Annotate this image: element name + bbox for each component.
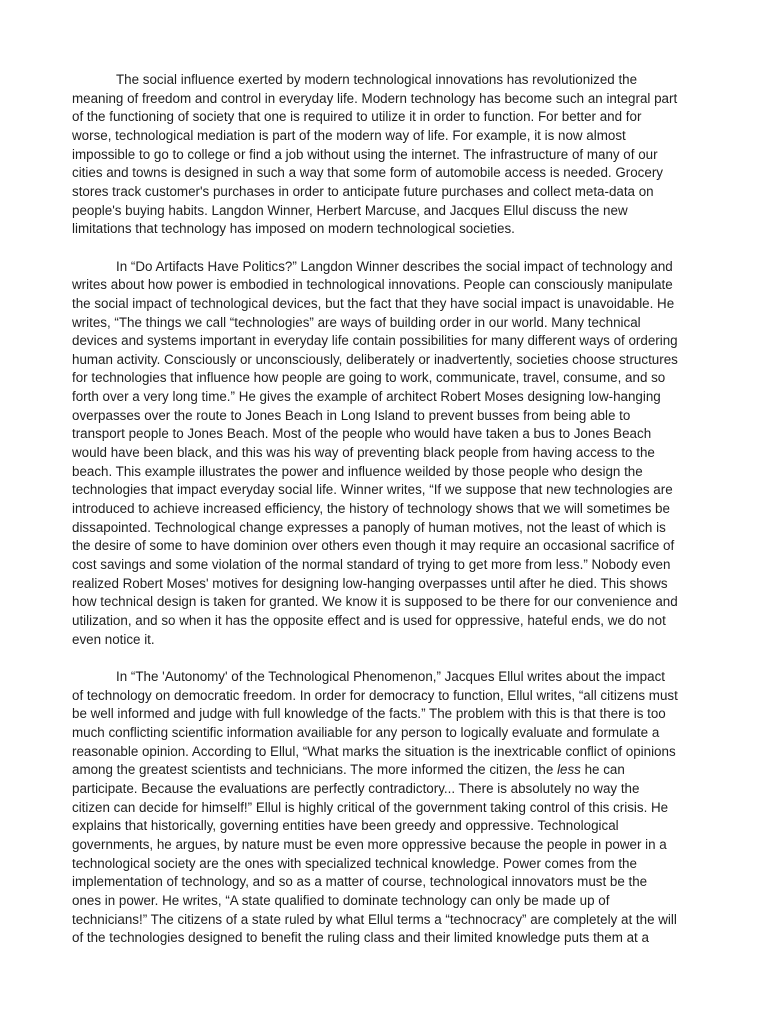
text-line: participate. Because the evaluations are perfectly contradictory... There is absolutely no way the [72,780,640,796]
text-line: the desire of some to have dominion over others even though it may require an occasional sacrifice of [72,538,675,554]
text-line: ones in power. He writes, “A state qualified to dominate technology can only be made up of [72,892,610,908]
text-line: technologies that impact everyday social life. Winner writes, “If we suppose that new technologies are [72,482,673,498]
text-line: be well informed and judge with full knowledge of the facts.” The problem with this is that there is too [72,706,666,722]
text-line: introduced to achieve increased efficiency, the history of technology shows that we will sometimes be [72,501,670,517]
text-line: would have been black, and this was his way of preventing black people from having access to the [72,445,655,461]
text-line: cities and towns is designed in such a way that some form of automobile access is needed. Grocery [72,165,663,181]
text-run: among the greatest scientists and technicians. The more informed the citizen, the [72,762,558,778]
text-line: beach. This example illustrates the power and influence weilded by those people who design the [72,463,643,479]
text-line: In “Do Artifacts Have Politics?” Langdon Winner describes the social impact of technology and [116,258,673,274]
text-line: writes about how power is embodied in technological innovations. People can consciously manipulate [72,277,673,293]
paragraph-ellul [72,668,702,948]
text-line: impossible to go to college or find a job without using the internet. The infrastructure of many of our [72,146,658,162]
text-line: citizen can decide for himself!” Ellul is highly critical of the government taking control of this crisis. He [72,799,669,815]
text-line: technological society are the ones with specialized technical knowledge. Power comes from the [72,855,637,871]
text-line: transport people to Jones Beach. Most of the people who would have taken a bus to Jones Beach [72,426,652,442]
text-line: stores track customer's purchases in order to anticipate future purchases and collect meta-data on [72,183,654,199]
text-line: how technical design is taken for granted. We know it is supposed to be there for our convenience and [72,594,678,610]
text-line: explains that historically, governing entities have been greedy and oppressive. Technological [72,818,619,834]
text-line: meaning of freedom and control in everyday life. Modern technology has become such an integral part [72,90,678,106]
text-line: overpasses over the route to Jones Beach in Long Island to prevent busses from being able to [72,407,631,423]
text-line: limitations that technology has imposed on modern technological societies. [72,221,515,237]
text-line: of the functioning of society that one is required to utilize it in order to function. For better and for [72,109,642,125]
text-line-with-emphasis [72,761,702,780]
text-line: forth over a very long time.” He gives the example of architect Robert Moses designing low-hanging [72,389,661,405]
text-run: he can [580,762,625,778]
text-line: much conflicting scientific information availiable for any person to logically evaluate and formulate a [72,724,660,740]
text-line: the social impact of technological devices, but the fact that they have social impact is unavoidable. He [72,295,675,311]
text-line: of the technologies designed to benefit the ruling class and their limited knowledge puts them at a [72,930,649,946]
emphasis-less: less [557,762,581,778]
text-line: worse, technological mediation is part of the modern way of life. For example, it is now almost [72,127,626,143]
text-line: governments, he argues, by nature must be even more oppressive because the people in power in a [72,836,667,852]
text-line: cost savings and some violation of the normal standard of trying to get more from less.” Nobody even [72,557,671,573]
paragraph-winner [72,258,702,650]
text-line: reasonable opinion. According to Ellul, “What marks the situation is the inextricable conflict of opinions [72,743,676,759]
text-line: In “The 'Autonomy' of the Technological Phenomenon,” Jacques Ellul writes about the impact [116,668,665,684]
text-line: writes, “The things we call “technologies” are ways of building order in our world. Many technical [72,314,641,330]
text-line: utilization, and so when it has the opposite effect and is used for oppressive, hateful ends, we do not [72,613,666,629]
text-line: even notice it. [72,631,155,647]
text-line: technicians!” The citizens of a state ruled by what Ellul terms a “technocracy” are completely at the will [72,911,677,927]
text-line: The social influence exerted by modern technological innovations has revolutionized the [116,72,638,87]
text-line: people's buying habits. Langdon Winner, Herbert Marcuse, and Jacques Ellul discuss the new [72,202,628,218]
paragraph-intro [72,71,702,239]
text-line: for technologies that influence how people are going to work, communicate, travel, consume, and so [72,370,666,386]
text-line: devices and systems important in everyday life contain possibilities for many different ways of ordering [72,333,678,349]
document-page [72,71,702,966]
text-line: realized Robert Moses' motives for designing low-hanging overpasses until after he died. This shows [72,575,668,591]
text-line: dissapointed. Technological change expresses a panoply of human motives, not the least of which is [72,519,666,535]
text-line: human activity. Consciously or unconsciously, deliberately or inadvertently, societies choose structures [72,351,678,367]
text-line: implementation of technology, and so as a matter of course, technological innovators must be the [72,874,648,890]
text-line: of technology on democratic freedom. In order for democracy to function, Ellul writes, “all citizens must [72,687,678,703]
